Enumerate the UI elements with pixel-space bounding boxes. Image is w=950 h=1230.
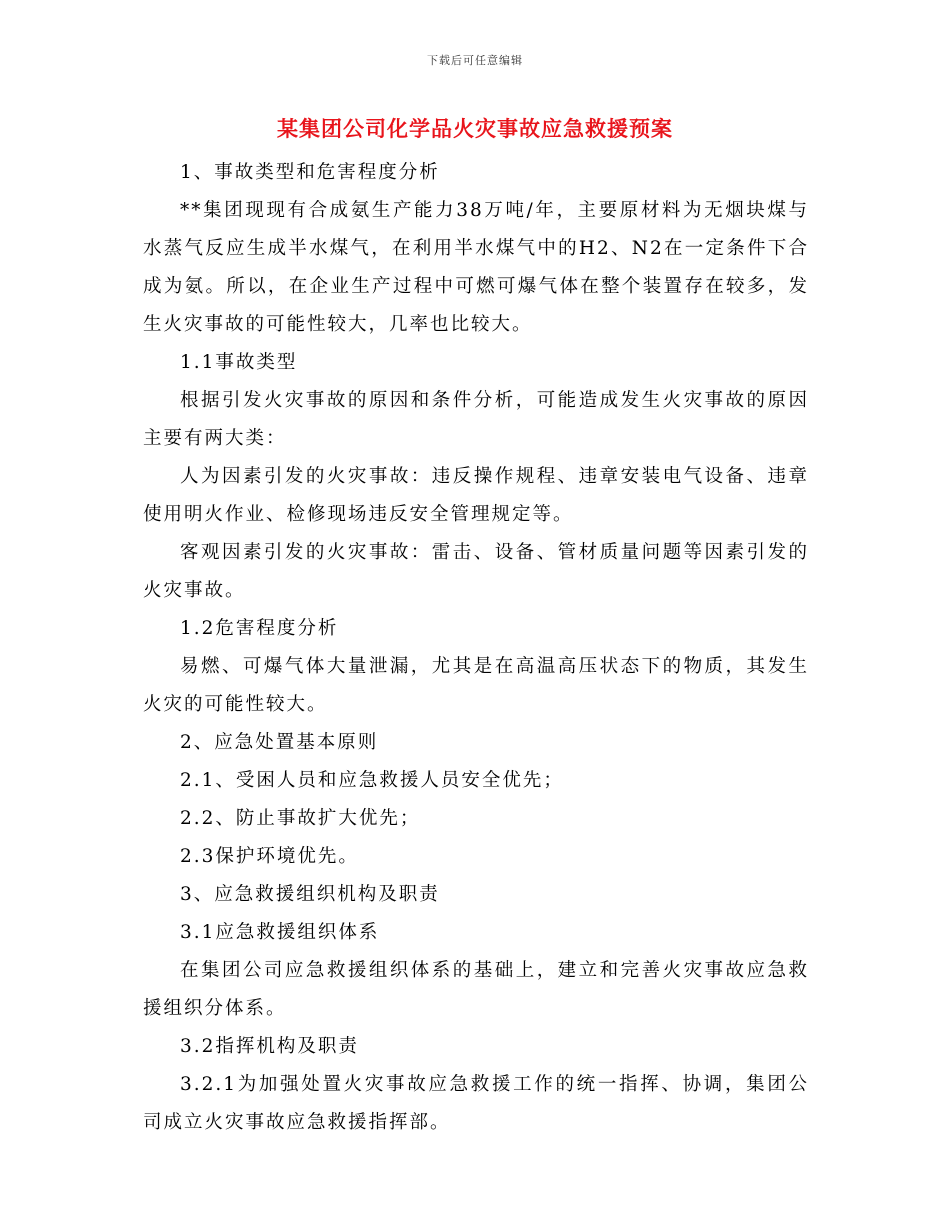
paragraph-causes: 根据引发火灾事故的原因和条件分析，可能造成发生火灾事故的原因主要有两大类： xyxy=(143,390,809,449)
paragraph-objective-factors: 客观因素引发的火灾事故：雷击、设备、管材质量问题等因素引发的火灾事故。 xyxy=(143,542,809,601)
heading-1-2: 1.2危害程度分析 xyxy=(180,618,339,639)
heading-3-2: 3.2指挥机构及职责 xyxy=(180,1036,359,1057)
heading-3-1: 3.1应急救援组织体系 xyxy=(180,922,380,943)
document-title: 某集团公司化学品火灾事故应急救援预案 xyxy=(277,116,673,141)
heading-1: 1、事故类型和危害程度分析 xyxy=(180,162,440,183)
paragraph-intro: **集团现现有合成氨生产能力38万吨/年，主要原材料为无烟块煤与水蒸气反应生成半水煤气，在利用半水煤气中的H2、N2在一定条件下合成为氨。所以，在企业生产过程中可燃可爆气体在整个装置存在较多，发生火灾事故的可能性较大，几率也比较大。 xyxy=(143,200,809,335)
heading-3: 3、应急救援组织机构及职责 xyxy=(180,884,440,905)
paragraph-organization: 在集团公司应急救援组织体系的基础上，建立和完善火灾事故应急救援组织分体系。 xyxy=(143,960,809,1019)
item-2-2: 2.2、防止事故扩大优先； xyxy=(180,808,421,829)
item-2-1: 2.1、受困人员和应急救援人员安全优先； xyxy=(180,770,564,791)
item-2-3: 2.3保护环境优先。 xyxy=(180,846,359,867)
heading-1-1: 1.1事故类型 xyxy=(180,352,298,373)
paragraph-hazard: 易燃、可爆气体大量泄漏，尤其是在高温高压状态下的物质，其发生火灾的可能性较大。 xyxy=(143,656,809,715)
document-body xyxy=(143,154,809,1142)
paragraph-3-2-1: 3.2.1为加强处置火灾事故应急救援工作的统一指挥、协调，集团公司成立火灾事故应急救援指挥部。 xyxy=(143,1074,809,1133)
heading-2: 2、应急处置基本原则 xyxy=(180,732,379,753)
page-header-note: 下载后可任意编辑 xyxy=(427,54,523,67)
paragraph-human-factors: 人为因素引发的火灾事故：违反操作规程、违章安装电气设备、违章使用明火作业、检修现场违反安全管理规定等。 xyxy=(143,466,809,525)
